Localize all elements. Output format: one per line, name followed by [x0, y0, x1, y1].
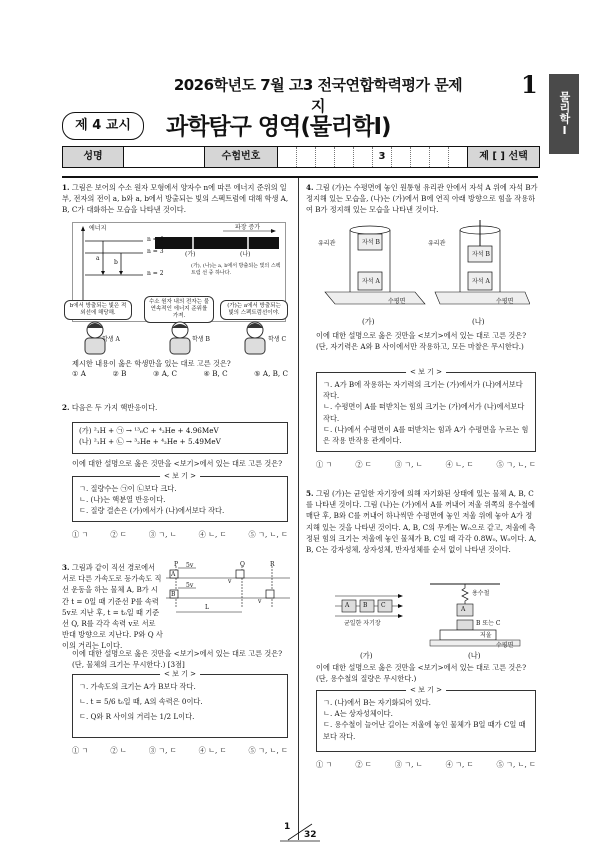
exam-number-cell[interactable]: [449, 147, 468, 167]
label-v-a: v: [228, 578, 232, 585]
q2-option-4[interactable]: ④ ㄴ, ㄷ: [198, 530, 227, 539]
exam-number-cell[interactable]: [354, 147, 373, 167]
exam-number-cell[interactable]: [316, 147, 335, 167]
q2-option-5[interactable]: ⑤ ㄱ, ㄴ, ㄷ: [248, 530, 288, 539]
label-a: A: [171, 571, 176, 578]
caption-ga: (가): [360, 651, 373, 660]
label-5v-b: 5v: [186, 582, 194, 589]
q5-bogi-item: ㄴ. A는 상자성체이다.: [323, 709, 393, 719]
exam-number-cell[interactable]: [335, 147, 354, 167]
q1-option-4[interactable]: ④ B, C: [203, 369, 228, 378]
q2-options: [72, 530, 288, 540]
name-field[interactable]: [124, 147, 205, 167]
question-2-stem: 2. 다음은 두 가지 핵반응이다.: [62, 403, 158, 412]
bogi-title: < 보 기 >: [406, 685, 446, 695]
q3-motion-diagram: [166, 564, 290, 618]
speech-bubble-b: 수소 원자 내의 전자는 불연속적인 에너지 준위를 가져.: [144, 296, 214, 323]
q5-bogi-item: ㄱ. (나)에서 B는 자기화되어 있다.: [323, 698, 431, 707]
q5-option-1[interactable]: ① ㄱ: [316, 760, 333, 769]
q2-reactions-box: [72, 422, 288, 454]
caption-ga: (가): [362, 317, 375, 326]
q2-question: 이에 대한 설명으로 옳은 것만을 <보기>에서 있는 대로 고른 것은?: [72, 459, 283, 468]
scale-label: 저울: [480, 632, 492, 639]
q3-option-3[interactable]: ③ ㄱ, ㄷ: [148, 746, 177, 755]
question-5-stem: 5. 그림 (가)는 균일한 자기장에 의해 자기화된 상태에 있는 물체 A, B, C를 나타낸 것이다. 그림 (나)는 (가)에서 A를 꺼내어 저울 위쪽의 용수철에 매단 후, B와 C를 꺼내어 하나씩만 수평면에 놓인 저울 위에 놓아 A가 정지해 있는 것을 나타낸 것이다. A, B, C의 무게는 W₀으로 같고, 저울에 측정된 힘의 크기는 저울에 놓인 물체가 B, C일 때 각각 0.8W₀, W₀이다. A, B, C는 강자성체, 상자성체, 반자성체를 순서 없이 나타낸 것이다.: [306, 489, 537, 555]
q3-option-1[interactable]: ① ㄱ: [72, 746, 89, 755]
energy-axis-label: 에너지: [89, 225, 107, 232]
q2-bogi-item: ㄱ. 질량수는 ㉠이 ㉡보다 크다.: [79, 484, 177, 493]
label-b: B: [171, 591, 176, 598]
speech-bubble-c: (가)는 a에서 방출되는 빛의 스펙트럼선이야.: [220, 300, 288, 320]
q3-bogi-item: ㄷ. Q와 R 사이의 거리는 1/2 L이다.: [79, 712, 195, 722]
spectrum-label: 파장 증가: [235, 224, 261, 231]
object-b-label: B: [363, 602, 368, 609]
elective-select[interactable]: 제 [ ] 선택: [468, 147, 539, 167]
exam-number-cell[interactable]: [411, 147, 430, 167]
caption-na: (나): [468, 651, 481, 660]
speech-bubble-a: b에서 방출되는 빛은 적외선에 해당해.: [64, 300, 132, 320]
student-a-label: 학생 A: [102, 336, 120, 343]
spectrum-note: (가), (나)는 a, b에서 방출되는 빛의 스펙트럼 선 중 하나다.: [191, 263, 281, 276]
q4-bogi-item: ㄴ. 수평면이 A를 떠받치는 힘의 크기는 (가)에서가 (나)에서보다 작다.: [323, 402, 525, 423]
level-n2: n = 2: [147, 270, 164, 277]
name-label: 성명: [63, 147, 124, 167]
spectrum-mark-na: (나): [240, 251, 251, 258]
q4-bogi-box: [316, 368, 536, 452]
q3-option-4[interactable]: ④ ㄴ, ㄷ: [198, 746, 227, 755]
label-r: R: [270, 561, 275, 568]
exam-number-cell[interactable]: [430, 147, 449, 167]
current-page: 1: [284, 822, 291, 832]
student-c-label: 학생 C: [268, 336, 287, 343]
q5-magnetization-figure: [330, 580, 530, 650]
q1-option-2[interactable]: ② B: [112, 369, 127, 378]
q2-option-2[interactable]: ② ㄷ: [110, 530, 127, 539]
question-4-stem: 4. 그림 (가)는 수평면에 놓인 원통형 유리관 안에서 자석 A 위에 자석 B가 정지해 있는 모습을, (나)는 (가)에서 B에 연직 아래 방향으로 힘을 작용하여 B가 정지해 있는 모습을 나타낸 것이다.: [306, 183, 538, 215]
exam-number-cell[interactable]: [392, 147, 411, 167]
page-number: 1: [521, 70, 538, 99]
object-c-label: C: [381, 602, 386, 609]
q4-option-1[interactable]: ① ㄱ: [316, 460, 333, 469]
q4-options: [316, 460, 536, 470]
spectrum-mark-ga: (가): [185, 251, 196, 258]
label-q: Q: [240, 561, 245, 568]
q3-bogi-box: [72, 670, 288, 738]
q3-option-5[interactable]: ⑤ ㄱ, ㄴ, ㄷ: [248, 746, 288, 755]
level-n3: n = 3: [147, 248, 164, 255]
bogi-title: < 보 기 >: [160, 669, 200, 679]
q3-option-2[interactable]: ② ㄴ: [110, 746, 127, 755]
question-1-stem: 1. 그림은 보어의 수소 원자 모형에서 양자수 n에 따른 에너지 준위의 일부, 전자의 전이 a, b와 a, b에서 방출되는 빛의 스펙트럼에 대해 학생 A, B, C가 대화하는 모습을 나타낸 것이다.: [62, 183, 289, 215]
page-indicator: [280, 822, 320, 842]
magnet-a-label: 자석 A: [362, 278, 380, 285]
q2-option-3[interactable]: ③ ㄱ, ㄴ: [148, 530, 177, 539]
q5-option-2[interactable]: ② ㄷ: [355, 760, 372, 769]
q3-bogi-item: ㄴ. t = 5/6 t₀일 때, A의 속력은 0이다.: [79, 697, 203, 707]
magnet-b-label: 자석 B: [362, 239, 380, 246]
uniform-field-label: 균일한 자기장: [344, 620, 381, 627]
level-n4: n = 4: [147, 236, 164, 243]
label-5v-a: 5v: [186, 562, 194, 569]
q4-bogi-item: ㄷ. (나)에서 수평면이 A를 떠받치는 힘과 A가 수평면을 누르는 힘은 작용 반작용 관계이다.: [323, 424, 529, 446]
magnet-b-label: 자석 B: [472, 251, 490, 258]
q3-options: [72, 746, 288, 756]
transition-b: b: [114, 259, 118, 266]
student-b-label: 학생 B: [192, 336, 210, 343]
period-badge: 제 4 교시: [62, 112, 144, 140]
q4-option-3[interactable]: ③ ㄱ, ㄴ: [394, 460, 423, 469]
reaction-na: (나) ²₁H + ㉡ → ³₂He + ⁴₂He + 5.49MeV: [79, 437, 221, 447]
q5-options: [316, 760, 536, 770]
b-or-c-label: B 또는 C: [476, 620, 501, 627]
column-divider: [298, 178, 299, 840]
q2-bogi-item: ㄷ. 질량 결손은 (가)에서가 (나)에서보다 작다.: [79, 506, 225, 516]
bogi-title: < 보 기 >: [406, 367, 446, 377]
q1-options: [72, 369, 288, 378]
q3-bogi-item: ㄱ. 가속도의 크기는 A가 B보다 작다.: [79, 682, 196, 691]
question-3-stem: 3. 그림과 같이 직선 경로에서 서로 다른 가속도로 등가속도 직선 운동을 하는 물체 A, B가 시간 t = 0일 때 기준선 P를 속력 5v로 지난 후, t = t₀일 때 기준선 Q, R를 각각 속력 v로 서로 반대 방향으로 지난다. P와 Q 사이의 거리는 L이다.: [62, 563, 163, 651]
label-v-b: v: [258, 598, 262, 605]
bogi-title: < 보 기 >: [160, 471, 200, 481]
q5-option-4[interactable]: ④ ㄱ, ㄷ: [445, 760, 474, 769]
q4-bogi-item: ㄱ. A가 B에 작용하는 자기력의 크기는 (가)에서가 (나)에서보다 작다.: [323, 380, 523, 401]
student-id-row: [62, 146, 540, 168]
label-l: L: [205, 604, 209, 611]
q5-question: 이에 대한 설명으로 옳은 것만을 <보기>에서 있는 대로 고른 것은? (단, 용수철의 질량은 무시한다.): [316, 663, 527, 684]
q5-option-3[interactable]: ③ ㄱ, ㄴ: [394, 760, 423, 769]
q1-option-1[interactable]: ① A: [72, 369, 86, 378]
exam-title: 2026학년도 7월 고3 전국연합학력평가 문제지: [173, 76, 463, 115]
q1-option-3[interactable]: ③ A, C: [153, 369, 177, 378]
q2-bogi-box: [72, 472, 288, 522]
q2-option-1[interactable]: ① ㄱ: [72, 530, 89, 539]
object-a-label: A: [345, 602, 350, 609]
q3-question: 이에 대한 설명으로 옳은 것만을 <보기>에서 있는 대로 고른 것은? (단, 물체의 크기는 무시한다.) [3점]: [72, 649, 283, 670]
glass-tube-label: 유리관: [318, 240, 336, 247]
q1-question: 제시한 내용이 옳은 학생만을 있는 대로 고른 것은?: [72, 359, 231, 368]
q5-bogi-box: [316, 686, 536, 752]
header-rule: [62, 176, 538, 178]
q5-bogi-item: ㄷ. 용수철이 늘어난 길이는 저울에 놓인 물체가 B일 때가 C일 때보다 작다.: [323, 720, 526, 741]
q4-question: 이에 대한 설명으로 옳은 것만을 <보기>에서 있는 대로 고른 것은? (단, 자기력은 A와 B 사이에서만 작용하고, 모든 마찰은 무시한다.): [316, 331, 527, 352]
spring-label: 용수철: [472, 590, 490, 597]
reaction-ga: (가) ²₁H + ㉠ → ¹³₆C + ⁴₂He + 4.96MeV: [79, 426, 219, 435]
exam-number-label: 수험번호: [205, 147, 278, 167]
floor-label: 수평면: [388, 298, 406, 305]
total-pages: 32: [304, 830, 317, 840]
exam-number-digit: 3: [373, 147, 392, 167]
q1-option-5[interactable]: ⑤ A, B, C: [254, 369, 288, 378]
floor-label: 수평면: [496, 642, 514, 649]
q2-bogi-item: ㄴ. (나)는 핵분열 반응이다.: [79, 495, 166, 505]
exam-number-cell[interactable]: [278, 147, 297, 167]
floor-label: 수평면: [496, 298, 514, 305]
q5-option-5[interactable]: ⑤ ㄱ, ㄴ, ㄷ: [496, 760, 536, 769]
magnet-a-label: 자석 A: [472, 278, 490, 285]
subject-side-tab: 물리학Ⅰ: [549, 74, 579, 154]
glass-tube-label: 유리관: [428, 240, 446, 247]
subject-title: 과학탐구 영역(물리학Ⅰ): [166, 114, 391, 140]
exam-number-cell[interactable]: [297, 147, 316, 167]
q4-option-5[interactable]: ⑤ ㄱ, ㄴ, ㄷ: [496, 460, 536, 469]
transition-a: a: [96, 255, 100, 262]
label-p: P: [174, 561, 179, 568]
hanging-a-label: A: [461, 606, 466, 613]
q4-option-2[interactable]: ② ㄷ: [355, 460, 372, 469]
q4-option-4[interactable]: ④ ㄴ, ㄷ: [445, 460, 474, 469]
caption-na: (나): [472, 317, 485, 326]
